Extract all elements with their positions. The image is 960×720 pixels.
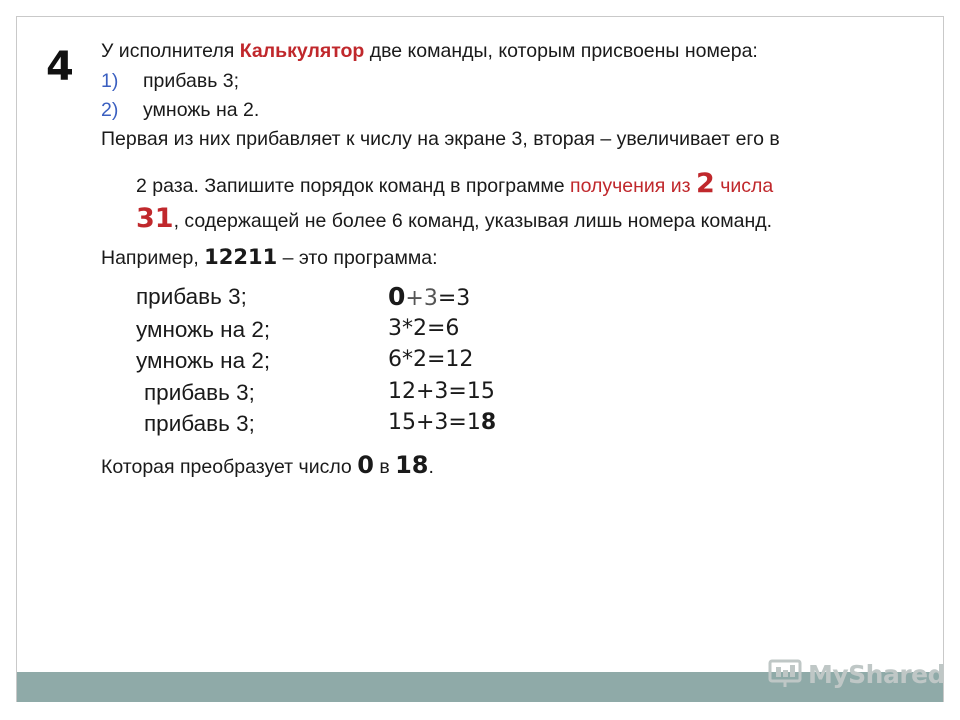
desc-text: 2 раза. Запишите порядок команд в программе [136, 175, 571, 197]
step-calc-3: 6*2=12 [388, 347, 474, 372]
presentation-screen-icon [768, 659, 802, 689]
step-command-5: прибавь 3; [144, 411, 255, 436]
desc-red: получения из [570, 175, 697, 197]
conclusion-end: . [428, 456, 434, 478]
executor-name: Калькулятор [239, 40, 365, 62]
command-number: 2) [101, 99, 119, 121]
command-number: 1) [101, 70, 119, 92]
conclusion-before: Которая преобразует число [101, 456, 358, 478]
calc-final-digit: 8 [480, 410, 497, 435]
conclusion-mid: в [373, 456, 396, 478]
conclusion-to: 18 [395, 451, 429, 479]
logo-text: MyShared [808, 659, 946, 689]
conclusion-line [101, 451, 434, 479]
intro-after: две команды, которым присвоены номера: [364, 40, 758, 62]
example-suffix: – это программа: [277, 247, 438, 269]
command-item-2 [101, 99, 118, 122]
calc-zero: 0 [388, 282, 406, 311]
target-number: 31 [136, 203, 174, 234]
step-calc-2: 3*2=6 [388, 316, 460, 341]
step-command-2: умножь на 2; [136, 317, 271, 342]
command-item-1 [101, 70, 118, 93]
step-command-4: прибавь 3; [144, 380, 255, 405]
start-number: 2 [696, 168, 715, 199]
calc-plus: +3 [405, 286, 438, 311]
logo [768, 654, 945, 694]
desc-rest: , содержащей не более 6 команд, указывая лишь номера команд. [173, 210, 773, 232]
intro-before: У исполнителя [101, 40, 240, 62]
description-line-3 [136, 203, 772, 234]
calc-expr: 15+3=1 [388, 410, 481, 435]
command-text-1: прибавь 3; [143, 70, 240, 92]
step-calc-5 [388, 410, 496, 435]
example-line [101, 245, 438, 270]
desc-red-2: числа [714, 175, 774, 197]
description-line-1: Первая из них прибавляет к числу на экране 3, вторая – увеличивает его в [101, 128, 780, 150]
step-command-1: прибавь 3; [136, 284, 247, 309]
conclusion-from: 0 [357, 451, 374, 479]
slide-number: 4 [46, 44, 74, 90]
example-program: 12211 [204, 245, 278, 269]
intro-line [101, 40, 758, 63]
example-prefix: Например, [101, 247, 205, 269]
step-calc-1 [388, 282, 470, 311]
description-line-2 [136, 168, 773, 199]
step-command-3: умножь на 2; [136, 348, 271, 373]
calc-result: =3 [437, 286, 471, 311]
step-calc-4: 12+3=15 [388, 379, 495, 404]
command-text-2: умножь на 2. [143, 99, 260, 121]
